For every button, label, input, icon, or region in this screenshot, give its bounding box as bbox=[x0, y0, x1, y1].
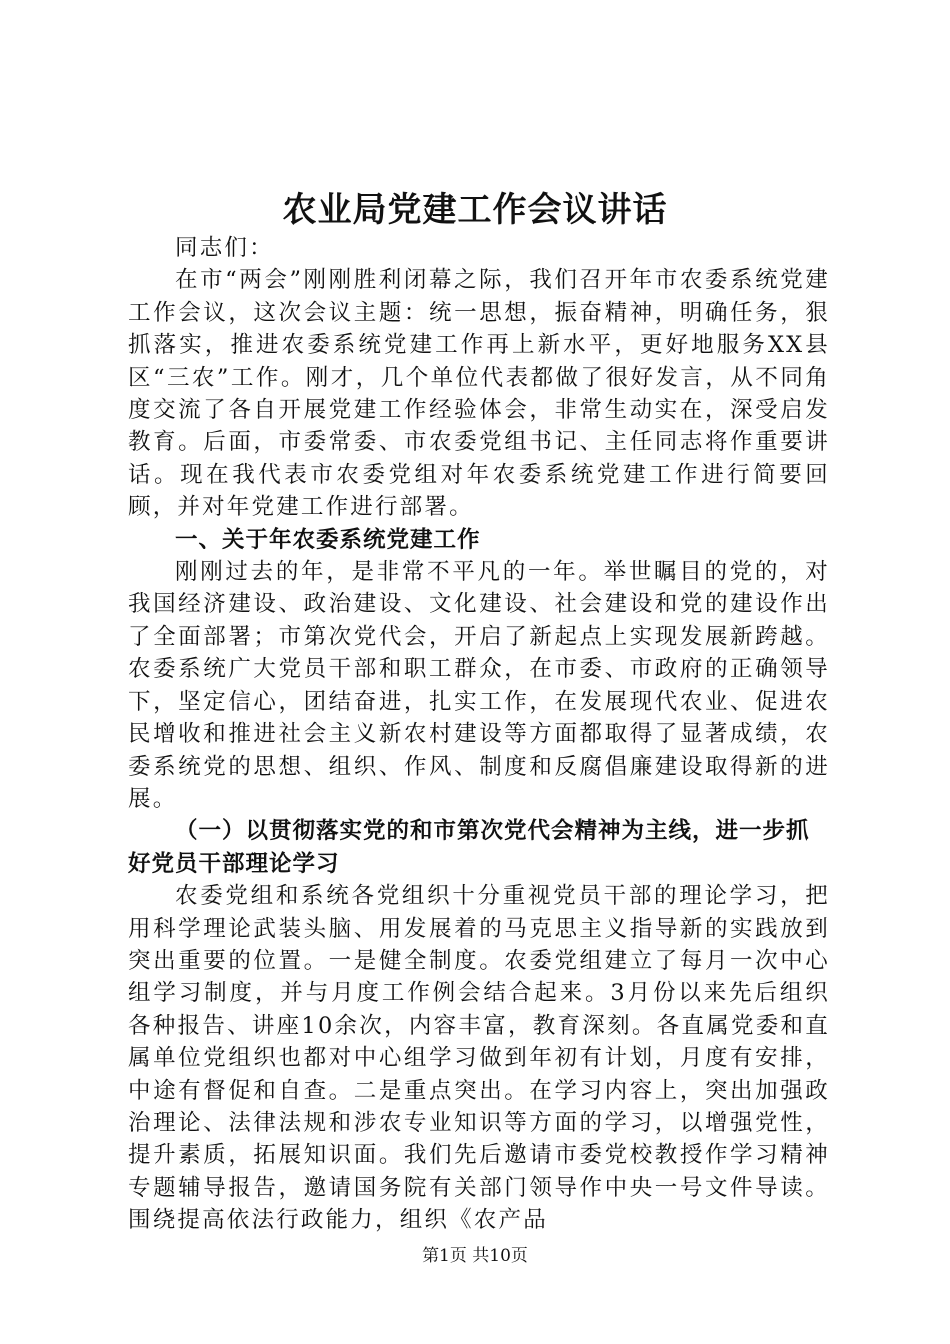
page-number-footer: 第1页 共10页 bbox=[422, 1246, 528, 1266]
document-body bbox=[128, 232, 830, 1237]
document-title: 农业局党建工作会议讲话 bbox=[282, 190, 668, 230]
paragraph-intro: 在市“两会”刚刚胜利闭幕之际，我们召开年市农委系统党建工作会议，这次会议主题：统一思想，振奋精神，明确任务，狠抓落实，推进农委系统党建工作再上新水平，更好地服务XX县区“三农”工作。刚才，几个单位代表都做了很好发言，从不同角度交流了各自开展党建工作经验体会，非常生动实在，深受启发教育。后面，市委常委、市农委党组书记、主任同志将作重要讲话。现在我代表市农委党组对年农委系统党建工作进行简要回顾，并对年党建工作进行部署。 bbox=[128, 267, 830, 521]
subsection-heading-1: （一）以贯彻落实党的和市第次党代会精神为主线，进一步抓好党员干部理论学习 bbox=[128, 818, 810, 877]
salutation: 同志们： bbox=[175, 235, 274, 261]
paragraph-study: 农委党组和系统各党组织十分重视党员干部的理论学习，把用科学理论武装头脑、用发展着的马克思主义指导新的实践放到突出重要的位置。一是健全制度。农委党组建立了每月一次中心组学习制度，并与月度工作例会结合起来。3月份以来先后组织各种报告、讲座10余次，内容丰富，教育深刻。各直属党委和直属单位党组织也都对中心组学习做到年初有计划，月度有安排，中途有督促和自查。二是重点突出。在学习内容上，突出加强政治理论、法律法规和涉农专业知识等方面的学习，以增强党性，提升素质，拓展知识面。我们先后邀请市委党校教授作学习精神专题辅导报告，邀请国务院有关部门领导作中央一号文件导读。围绕提高依法行政能力，组织《农产品 bbox=[128, 883, 830, 1234]
paragraph-review: 刚刚过去的年，是非常不平凡的一年。举世瞩目的党的，对我国经济建设、政治建设、文化建设、社会建设和党的建设作出了全面部署；市第次党代会，开启了新起点上实现发展新跨越。农委系统广大党员干部和职工群众，在市委、市政府的正确领导下，坚定信心，团结奋进，扎实工作，在发展现代农业、促进农民增收和推进社会主义新农村建设等方面都取得了显著成绩，农委系统党的思想、组织、作风、制度和反腐倡廉建设取得新的进展。 bbox=[128, 559, 830, 812]
section-heading-1: 一、关于年农委系统党建工作 bbox=[175, 526, 481, 553]
